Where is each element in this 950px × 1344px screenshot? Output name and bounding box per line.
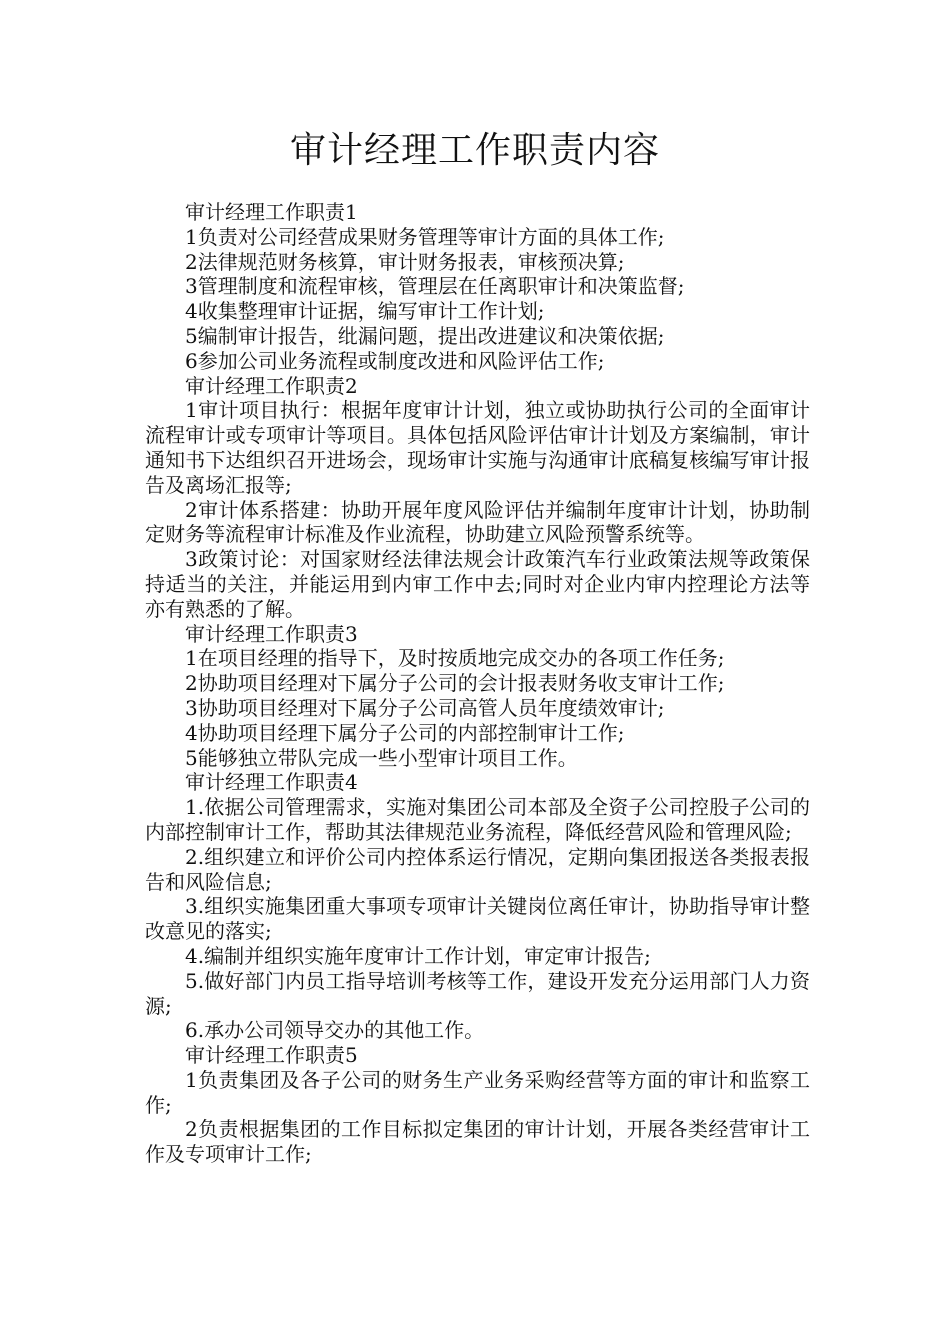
- paragraph: 1在项目经理的指导下，及时按质地完成交办的各项工作任务;: [185, 646, 725, 671]
- paragraph: 5能够独立带队完成一些小型审计项目工作。: [185, 745, 578, 770]
- paragraph: 2负责根据集团的工作目标拟定集团的审计计划，开展各类经营审计工作及专项审计工作;: [145, 1117, 810, 1167]
- paragraph: 6.承办公司领导交办的其他工作。: [185, 1018, 485, 1043]
- paragraph: 2审计体系搭建：协助开展年度风险评估并编制年度审计计划，协助制定财务等流程审计标准及作业流程，协助建立风险预警系统等。: [145, 497, 810, 547]
- paragraph: 2法律规范财务核算，审计财务报表，审核预决算;: [185, 249, 625, 274]
- document-title: 审计经理工作职责内容: [289, 130, 660, 171]
- paragraph: 5编制审计报告，纰漏问题，提出改进建议和决策依据;: [185, 323, 665, 348]
- paragraph: 审计经理工作职责1: [185, 200, 358, 224]
- paragraph: 审计经理工作职责2: [185, 373, 358, 398]
- paragraph: 3.组织实施集团重大事项专项审计关键岗位离任审计，协助指导审计整改意见的落实;: [145, 894, 810, 944]
- document-body: [145, 200, 810, 1167]
- paragraph: 1负责对公司经营成果财务管理等审计方面的具体工作;: [185, 224, 665, 249]
- paragraph: 1.依据公司管理需求，实施对集团公司本部及全资子公司控股子公司的内部控制审计工作，帮助其法律规范业务流程，降低经营风险和管理风险;: [145, 795, 810, 844]
- paragraph: 审计经理工作职责4: [185, 770, 358, 795]
- paragraph: 2协助项目经理对下属分子公司的会计报表财务收支审计工作;: [185, 671, 725, 696]
- paragraph: 4收集整理审计证据，编写审计工作计划;: [185, 299, 545, 324]
- paragraph: 5.做好部门内员工指导培训考核等工作，建设开发充分运用部门人力资源;: [145, 968, 810, 1018]
- paragraph: 审计经理工作职责3: [185, 621, 358, 646]
- paragraph: 4.编制并组织实施年度审计工作计划，审定审计报告;: [185, 943, 651, 968]
- paragraph: 1审计项目执行：根据年度审计计划，独立或协助执行公司的全面审计流程审计或专项审计等项目。具体包括风险评估审计计划及方案编制，审计通知书下达组织召开进场会，现场审计实施与沟通审计底稿复核编写审计报告及离场汇报等;: [145, 398, 810, 497]
- paragraph: 3管理制度和流程审核，管理层在任离职审计和决策监督;: [185, 274, 685, 299]
- paragraph: 4协助项目经理下属分子公司的内部控制审计工作;: [185, 720, 625, 745]
- paragraph: 3协助项目经理对下属分子公司高管人员年度绩效审计;: [185, 695, 665, 720]
- paragraph: 1负责集团及各子公司的财务生产业务采购经营等方面的审计和监察工作;: [145, 1067, 810, 1117]
- paragraph: 3政策讨论：对国家财经法律法规会计政策汽车行业政策法规等政策保持适当的关注，并能运用到内审工作中去;同时对企业内审内控理论方法等亦有熟悉的了解。: [145, 547, 810, 621]
- paragraph: 审计经理工作职责5: [185, 1043, 358, 1068]
- paragraph: 2.组织建立和评价公司内控体系运行情况，定期向集团报送各类报表报告和风险信息;: [145, 844, 810, 894]
- paragraph: 6参加公司业务流程或制度改进和风险评估工作;: [185, 348, 605, 373]
